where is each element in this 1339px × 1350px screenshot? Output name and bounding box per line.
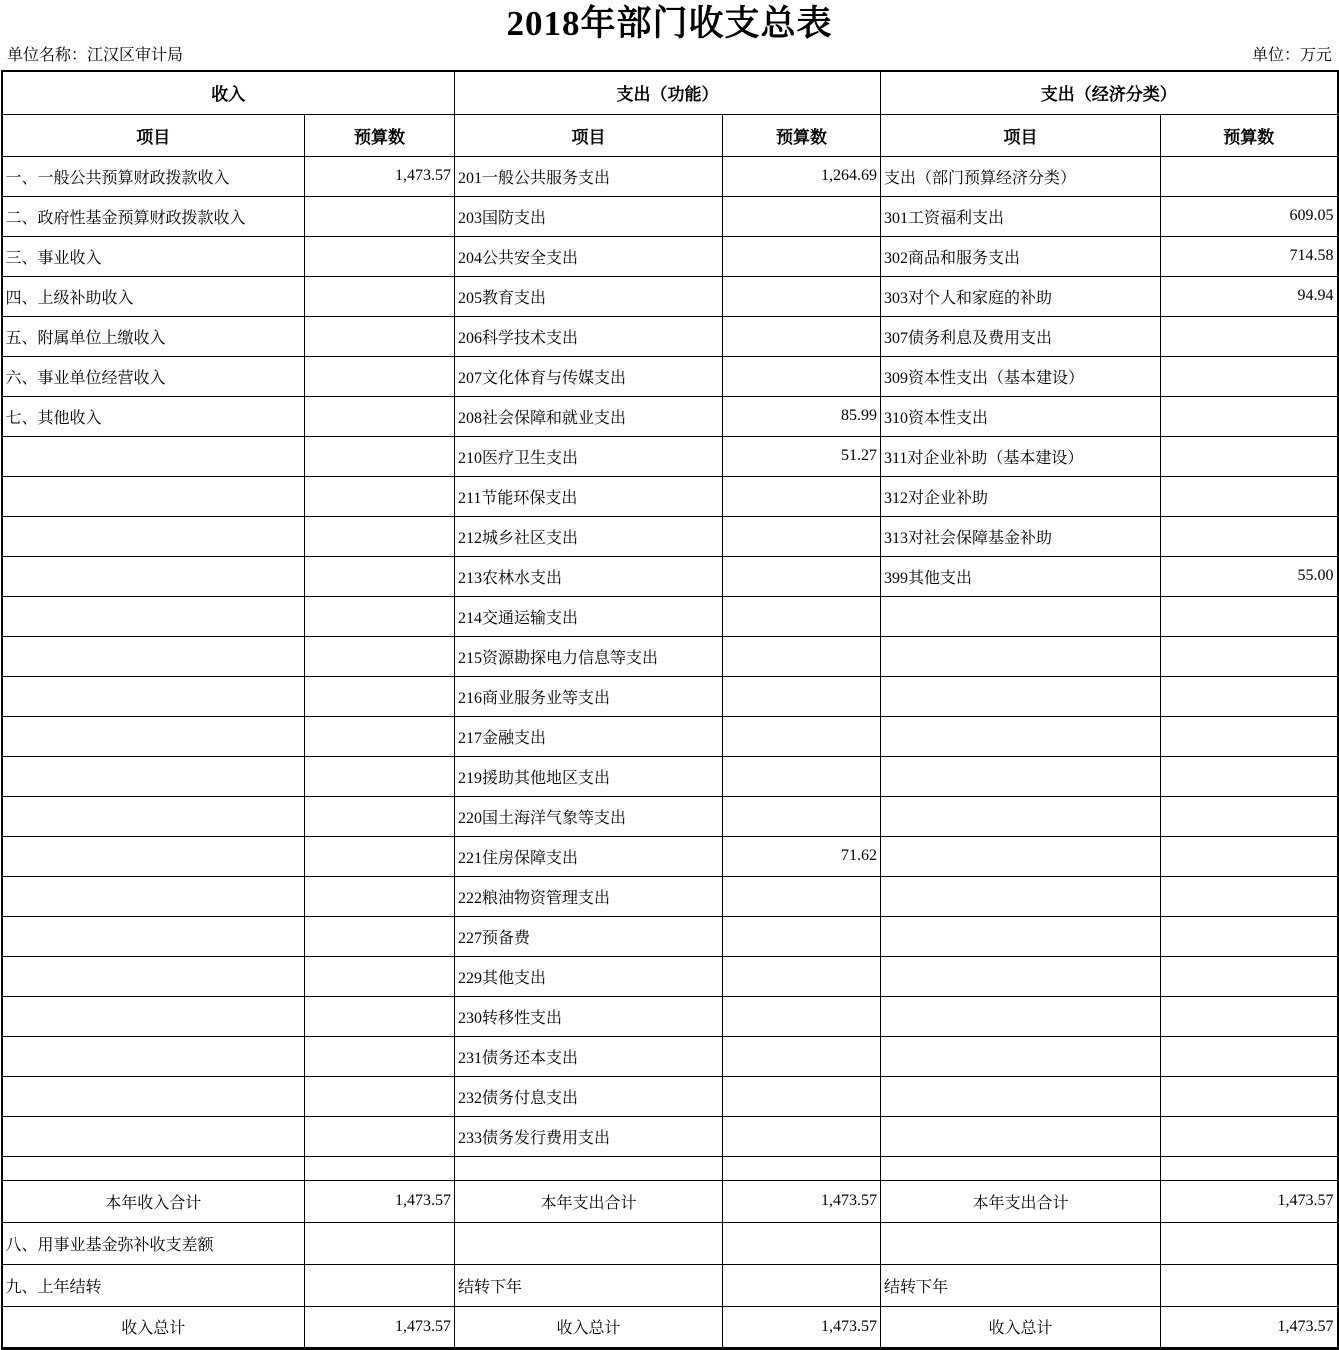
budget-cell xyxy=(305,596,455,636)
item-cell: 204公共安全支出 xyxy=(455,236,723,276)
budget-cell xyxy=(305,436,455,476)
item-cell: 七、其他收入 xyxy=(2,396,305,436)
budget-cell xyxy=(1161,596,1338,636)
budget-cell xyxy=(305,876,455,916)
total-label-cell xyxy=(455,1222,723,1264)
table-row xyxy=(2,516,1338,556)
table-row xyxy=(2,1076,1338,1116)
table-total-row xyxy=(2,1306,1338,1348)
item-cell: 206科学技术支出 xyxy=(455,316,723,356)
budget-cell xyxy=(305,636,455,676)
item-cell: 312对企业补助 xyxy=(881,476,1161,516)
item-cell: 214交通运输支出 xyxy=(455,596,723,636)
item-cell: 215资源勘探电力信息等支出 xyxy=(455,636,723,676)
table-row xyxy=(2,356,1338,396)
budget-cell xyxy=(305,396,455,436)
item-cell: 222粮油物资管理支出 xyxy=(455,876,723,916)
item-cell: 217金融支出 xyxy=(455,716,723,756)
budget-cell xyxy=(1161,316,1338,356)
col-header-economic-item: 项目 xyxy=(881,114,1161,156)
col-header-income-item: 项目 xyxy=(2,114,305,156)
budget-cell: 85.99 xyxy=(723,396,881,436)
budget-cell xyxy=(723,236,881,276)
budget-cell: 1,264.69 xyxy=(723,156,881,196)
item-cell xyxy=(881,676,1161,716)
budget-cell xyxy=(305,796,455,836)
table-total-row xyxy=(2,1222,1338,1264)
budget-cell xyxy=(1161,436,1338,476)
item-cell: 301工资福利支出 xyxy=(881,196,1161,236)
item-cell xyxy=(2,516,305,556)
budget-cell xyxy=(723,956,881,996)
budget-cell xyxy=(1161,156,1338,196)
total-value-cell: 1,473.57 xyxy=(723,1180,881,1222)
item-cell xyxy=(881,836,1161,876)
budget-cell xyxy=(723,676,881,716)
item-cell xyxy=(2,596,305,636)
item-cell xyxy=(881,1076,1161,1116)
item-cell: 216商业服务业等支出 xyxy=(455,676,723,716)
budget-cell xyxy=(723,716,881,756)
item-cell xyxy=(455,1156,723,1180)
item-cell: 212城乡社区支出 xyxy=(455,516,723,556)
budget-cell xyxy=(1161,756,1338,796)
item-cell: 二、政府性基金预算财政拨款收入 xyxy=(2,196,305,236)
total-label-cell: 本年收入合计 xyxy=(2,1180,305,1222)
item-cell: 220国土海洋气象等支出 xyxy=(455,796,723,836)
budget-cell: 55.00 xyxy=(1161,556,1338,596)
table-row xyxy=(2,876,1338,916)
col-header-function-budget: 预算数 xyxy=(723,114,881,156)
budget-cell xyxy=(723,1156,881,1180)
item-cell xyxy=(2,956,305,996)
item-cell xyxy=(881,796,1161,836)
table-row xyxy=(2,396,1338,436)
item-cell: 支出（部门预算经济分类） xyxy=(881,156,1161,196)
budget-cell xyxy=(723,756,881,796)
table-row xyxy=(2,596,1338,636)
table-row xyxy=(2,716,1338,756)
item-cell: 229其他支出 xyxy=(455,956,723,996)
budget-cell xyxy=(305,516,455,556)
unit-name-label: 单位名称：江汉区审计局 xyxy=(7,47,184,64)
budget-cell: 71.62 xyxy=(723,836,881,876)
budget-cell: 94.94 xyxy=(1161,276,1338,316)
budget-cell: 714.58 xyxy=(1161,236,1338,276)
budget-cell xyxy=(305,1076,455,1116)
table-row xyxy=(2,276,1338,316)
table-total-row xyxy=(2,1180,1338,1222)
budget-cell xyxy=(305,1156,455,1180)
item-cell: 307债务利息及费用支出 xyxy=(881,316,1161,356)
table-body xyxy=(2,156,1338,1180)
item-cell xyxy=(2,716,305,756)
budget-cell xyxy=(305,956,455,996)
item-cell xyxy=(2,916,305,956)
budget-cell xyxy=(1161,716,1338,756)
budget-cell xyxy=(1161,836,1338,876)
budget-cell xyxy=(723,916,881,956)
budget-cell xyxy=(305,236,455,276)
item-cell: 五、附属单位上缴收入 xyxy=(2,316,305,356)
column-header-row xyxy=(2,114,1338,156)
budget-cell xyxy=(723,596,881,636)
item-cell xyxy=(881,1036,1161,1076)
budget-cell xyxy=(305,756,455,796)
table-row xyxy=(2,1036,1338,1076)
budget-cell xyxy=(723,636,881,676)
budget-cell xyxy=(1161,1156,1338,1180)
table-row xyxy=(2,916,1338,956)
budget-cell xyxy=(305,836,455,876)
item-cell xyxy=(2,436,305,476)
total-value-cell xyxy=(723,1264,881,1306)
total-value-cell: 1,473.57 xyxy=(1161,1180,1338,1222)
budget-cell xyxy=(1161,1116,1338,1156)
item-cell: 310资本性支出 xyxy=(881,396,1161,436)
item-cell xyxy=(881,1116,1161,1156)
total-value-cell: 1,473.57 xyxy=(305,1180,455,1222)
budget-cell xyxy=(1161,636,1338,676)
budget-cell xyxy=(305,916,455,956)
item-cell xyxy=(881,916,1161,956)
budget-cell xyxy=(723,996,881,1036)
item-cell: 一、一般公共预算财政拨款收入 xyxy=(2,156,305,196)
total-label-cell: 收入总计 xyxy=(2,1306,305,1348)
total-label-cell: 结转下年 xyxy=(881,1264,1161,1306)
budget-cell xyxy=(723,516,881,556)
budget-cell xyxy=(1161,1076,1338,1116)
item-cell xyxy=(881,716,1161,756)
budget-cell xyxy=(723,276,881,316)
budget-cell: 609.05 xyxy=(1161,196,1338,236)
total-value-cell xyxy=(1161,1222,1338,1264)
budget-cell xyxy=(723,316,881,356)
total-value-cell: 1,473.57 xyxy=(305,1306,455,1348)
budget-cell xyxy=(305,1116,455,1156)
total-value-cell: 1,473.57 xyxy=(1161,1306,1338,1348)
item-cell xyxy=(2,876,305,916)
item-cell xyxy=(881,996,1161,1036)
item-cell: 205教育支出 xyxy=(455,276,723,316)
item-cell: 208社会保障和就业支出 xyxy=(455,396,723,436)
budget-cell xyxy=(1161,516,1338,556)
table-row xyxy=(2,956,1338,996)
item-cell: 399其他支出 xyxy=(881,556,1161,596)
group-header-income: 收入 xyxy=(2,71,455,114)
item-cell: 231债务还本支出 xyxy=(455,1036,723,1076)
item-cell xyxy=(881,1156,1161,1180)
budget-cell xyxy=(1161,356,1338,396)
item-cell xyxy=(881,956,1161,996)
table-row xyxy=(2,1156,1338,1180)
table-row xyxy=(2,1116,1338,1156)
item-cell xyxy=(2,836,305,876)
total-value-cell xyxy=(1161,1264,1338,1306)
page-title: 2018年部门收支总表 xyxy=(506,4,833,43)
budget-cell xyxy=(723,876,881,916)
total-label-cell: 本年支出合计 xyxy=(455,1180,723,1222)
col-header-income-budget: 预算数 xyxy=(305,114,455,156)
item-cell xyxy=(2,756,305,796)
item-cell: 六、事业单位经营收入 xyxy=(2,356,305,396)
budget-cell xyxy=(305,676,455,716)
total-label-cell: 本年支出合计 xyxy=(881,1180,1161,1222)
budget-table xyxy=(1,70,1339,1350)
item-cell: 309资本性支出（基本建设） xyxy=(881,356,1161,396)
group-header-row xyxy=(2,71,1338,114)
table-row xyxy=(2,156,1338,196)
budget-cell xyxy=(723,196,881,236)
table-row xyxy=(2,996,1338,1036)
budget-cell xyxy=(723,1116,881,1156)
budget-cell xyxy=(1161,796,1338,836)
item-cell xyxy=(2,796,305,836)
item-cell xyxy=(881,596,1161,636)
item-cell: 233债务发行费用支出 xyxy=(455,1116,723,1156)
item-cell xyxy=(2,1036,305,1076)
budget-cell xyxy=(1161,996,1338,1036)
total-label-cell xyxy=(881,1222,1161,1264)
budget-cell xyxy=(723,1076,881,1116)
subheader xyxy=(0,46,1339,70)
item-cell xyxy=(2,556,305,596)
budget-cell xyxy=(305,996,455,1036)
item-cell: 203国防支出 xyxy=(455,196,723,236)
item-cell: 232债务付息支出 xyxy=(455,1076,723,1116)
item-cell xyxy=(881,636,1161,676)
table-footer xyxy=(2,1180,1338,1348)
budget-cell xyxy=(305,716,455,756)
item-cell xyxy=(2,1116,305,1156)
table-row xyxy=(2,636,1338,676)
budget-cell xyxy=(305,316,455,356)
budget-cell xyxy=(723,796,881,836)
unit-label: 单位：万元 xyxy=(1251,47,1332,64)
item-cell xyxy=(881,756,1161,796)
table-row xyxy=(2,836,1338,876)
item-cell: 230转移性支出 xyxy=(455,996,723,1036)
budget-cell xyxy=(305,476,455,516)
table-row xyxy=(2,676,1338,716)
budget-cell xyxy=(1161,876,1338,916)
item-cell: 302商品和服务支出 xyxy=(881,236,1161,276)
item-cell: 四、上级补助收入 xyxy=(2,276,305,316)
table-row xyxy=(2,756,1338,796)
table-total-row xyxy=(2,1264,1338,1306)
budget-cell xyxy=(723,476,881,516)
col-header-function-item: 项目 xyxy=(455,114,723,156)
total-value-cell xyxy=(723,1222,881,1264)
table-row xyxy=(2,556,1338,596)
budget-cell xyxy=(1161,916,1338,956)
budget-cell xyxy=(305,276,455,316)
budget-cell xyxy=(723,356,881,396)
total-label-cell: 九、上年结转 xyxy=(2,1264,305,1306)
item-cell: 210医疗卫生支出 xyxy=(455,436,723,476)
budget-cell xyxy=(305,356,455,396)
budget-cell: 51.27 xyxy=(723,436,881,476)
item-cell xyxy=(2,1156,305,1180)
item-cell: 207文化体育与传媒支出 xyxy=(455,356,723,396)
item-cell: 三、事业收入 xyxy=(2,236,305,276)
table-row xyxy=(2,316,1338,356)
table-row xyxy=(2,196,1338,236)
col-header-economic-budget: 预算数 xyxy=(1161,114,1338,156)
budget-cell xyxy=(305,1036,455,1076)
total-label-cell: 收入总计 xyxy=(881,1306,1161,1348)
budget-cell xyxy=(305,196,455,236)
total-label-cell: 结转下年 xyxy=(455,1264,723,1306)
total-label-cell: 八、用事业基金弥补收支差额 xyxy=(2,1222,305,1264)
item-cell: 227预备费 xyxy=(455,916,723,956)
budget-cell xyxy=(1161,676,1338,716)
item-cell: 311对企业补助（基本建设） xyxy=(881,436,1161,476)
table-row xyxy=(2,436,1338,476)
budget-cell xyxy=(1161,956,1338,996)
item-cell: 201一般公共服务支出 xyxy=(455,156,723,196)
item-cell: 303对个人和家庭的补助 xyxy=(881,276,1161,316)
total-label-cell: 收入总计 xyxy=(455,1306,723,1348)
group-header-expenditure-economic: 支出（经济分类） xyxy=(881,71,1338,114)
item-cell xyxy=(2,996,305,1036)
table-row xyxy=(2,796,1338,836)
item-cell xyxy=(2,1076,305,1116)
group-header-expenditure-function: 支出（功能） xyxy=(455,71,881,114)
item-cell xyxy=(2,476,305,516)
budget-cell xyxy=(305,556,455,596)
budget-cell xyxy=(1161,396,1338,436)
budget-cell xyxy=(723,556,881,596)
total-value-cell: 1,473.57 xyxy=(723,1306,881,1348)
budget-cell xyxy=(1161,1036,1338,1076)
total-value-cell xyxy=(305,1222,455,1264)
budget-cell xyxy=(1161,476,1338,516)
item-cell xyxy=(2,636,305,676)
item-cell: 313对社会保障基金补助 xyxy=(881,516,1161,556)
item-cell: 221住房保障支出 xyxy=(455,836,723,876)
item-cell: 211节能环保支出 xyxy=(455,476,723,516)
table-row xyxy=(2,236,1338,276)
budget-cell: 1,473.57 xyxy=(305,156,455,196)
table-row xyxy=(2,476,1338,516)
total-value-cell xyxy=(305,1264,455,1306)
item-cell xyxy=(881,876,1161,916)
item-cell: 213农林水支出 xyxy=(455,556,723,596)
item-cell: 219援助其他地区支出 xyxy=(455,756,723,796)
item-cell xyxy=(2,676,305,716)
budget-cell xyxy=(723,1036,881,1076)
